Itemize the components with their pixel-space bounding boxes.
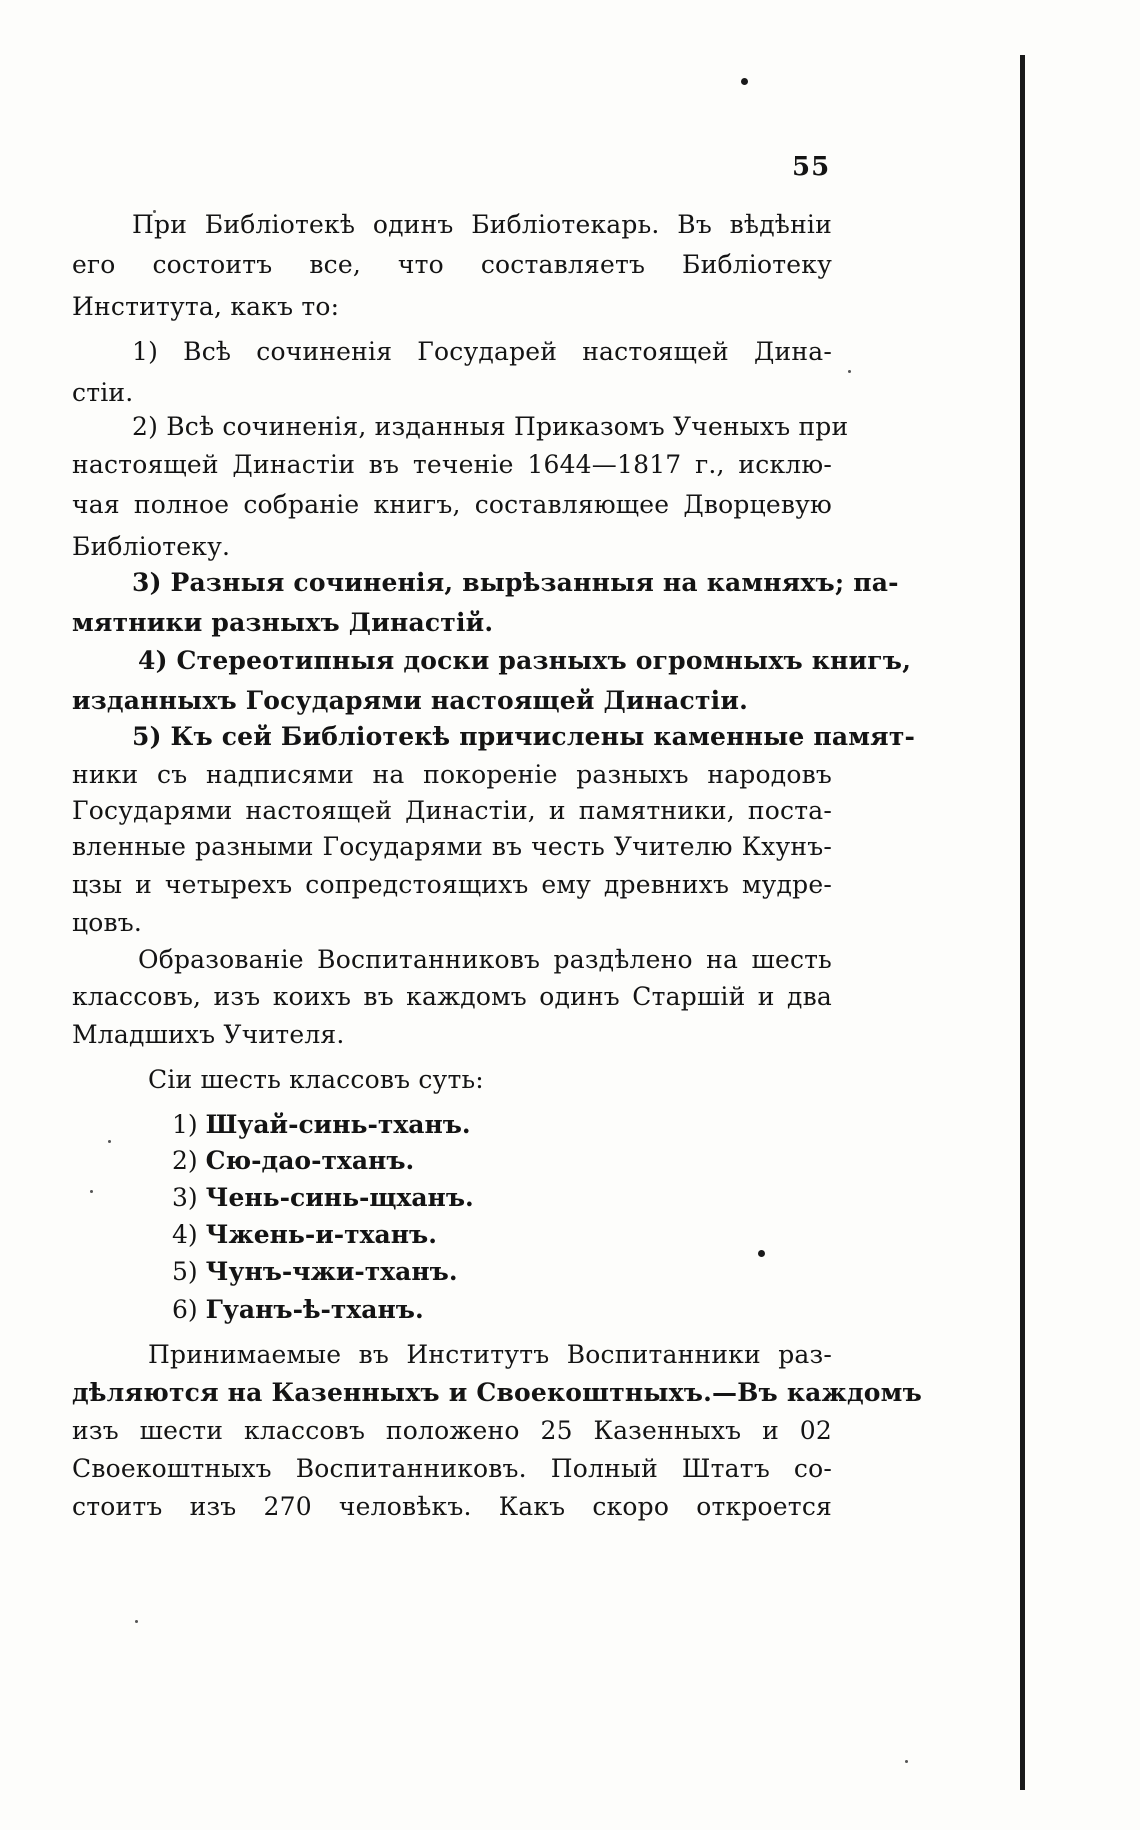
class-list-item (172, 1110, 471, 1140)
class-list-item (172, 1220, 437, 1250)
text-line: Образованіе Воспитанниковъ раздѣлено на шесть (138, 945, 832, 974)
text-line: стоитъ изъ 270 человѣкъ. Какъ скоро откроется (72, 1492, 832, 1521)
text-line: Государями настоящей Династіи, и памятники, поста- (72, 796, 832, 825)
text-line: цзы и четырехъ сопредстоящихъ ему древнихъ мудре- (72, 870, 832, 899)
text-line: 5) Къ сей Библіотекѣ причислены каменные памят- (132, 722, 916, 751)
ink-speck (905, 1760, 908, 1763)
page-number: 55 (792, 152, 831, 182)
ink-speck (848, 370, 851, 373)
text-line: чая полное собраніе книгъ, составляющее Дворцевую (72, 490, 832, 519)
class-name: Шуай-синь-тханъ. (205, 1110, 471, 1139)
text-line: 1) Всѣ сочиненія Государей настоящей Дина- (132, 337, 832, 366)
ink-dot (741, 78, 748, 85)
ink-speck (108, 1140, 111, 1143)
class-name: Чжень-и-тханъ. (205, 1220, 437, 1249)
class-name: Сю-дао-тханъ. (205, 1146, 415, 1175)
text-line: Института, какъ то: (72, 292, 340, 321)
ink-dot (758, 1250, 765, 1257)
text-line: Принимаемые въ Институтъ Воспитанники раз- (148, 1340, 832, 1369)
class-number: 4) (172, 1220, 198, 1249)
class-list-item (172, 1257, 458, 1287)
text-line: 2) Всѣ сочиненія, изданныя Приказомъ Ученыхъ при (132, 412, 849, 441)
text-line: настоящей Династіи въ теченіе 1644—1817 г., исклю- (72, 450, 832, 479)
text-line: изъ шести классовъ положено 25 Казенныхъ и 02 (72, 1416, 832, 1445)
text-line: Библіотеку. (72, 532, 231, 561)
page-edge-rule (1020, 55, 1025, 1790)
text-line: классовъ, изъ коихъ въ каждомъ одинъ Старшій и два (72, 982, 832, 1011)
text-line: стіи. (72, 378, 134, 407)
class-name: Чень-синь-щханъ. (205, 1183, 474, 1212)
class-number: 6) (172, 1295, 198, 1324)
class-list-item (172, 1295, 424, 1325)
class-list-item (172, 1183, 474, 1213)
text-line: мятники разныхъ Династій. (72, 608, 494, 637)
class-number: 3) (172, 1183, 198, 1212)
text-line: При Библіотекѣ одинъ Библіотекарь. Въ вѣдѣніи (132, 210, 832, 239)
class-list-item (172, 1146, 414, 1176)
text-line: 3) Разныя сочиненія, вырѣзанныя на камняхъ; па- (132, 568, 899, 597)
text-line: цовъ. (72, 908, 143, 937)
text-line: дѣляются на Казенныхъ и Своекоштныхъ.—Въ каждомъ (72, 1378, 922, 1407)
class-name: Чунъ-чжи-тханъ. (205, 1257, 458, 1286)
text-line: ники съ надписями на покореніе разныхъ народовъ (72, 760, 832, 789)
text-line: его состоитъ все, что составляетъ Библіотеку (72, 250, 832, 279)
text-line: вленные разными Государями въ честь Учителю Кхунъ- (72, 832, 832, 861)
text-line: изданныхъ Государями настоящей Династіи. (72, 686, 749, 715)
class-number: 1) (172, 1110, 198, 1139)
class-number: 2) (172, 1146, 198, 1175)
class-name: Гуанъ-ѣ-тханъ. (205, 1295, 424, 1324)
text-line: Сіи шесть классовъ суть: (148, 1065, 484, 1094)
ink-speck (90, 1190, 93, 1193)
text-line: Своекоштныхъ Воспитанниковъ. Полный Штатъ со- (72, 1454, 832, 1483)
text-line: Младшихъ Учителя. (72, 1020, 345, 1049)
ink-speck (135, 1620, 138, 1623)
class-number: 5) (172, 1257, 198, 1286)
text-line: 4) Стереотипныя доски разныхъ огромныхъ книгъ, (138, 646, 912, 675)
